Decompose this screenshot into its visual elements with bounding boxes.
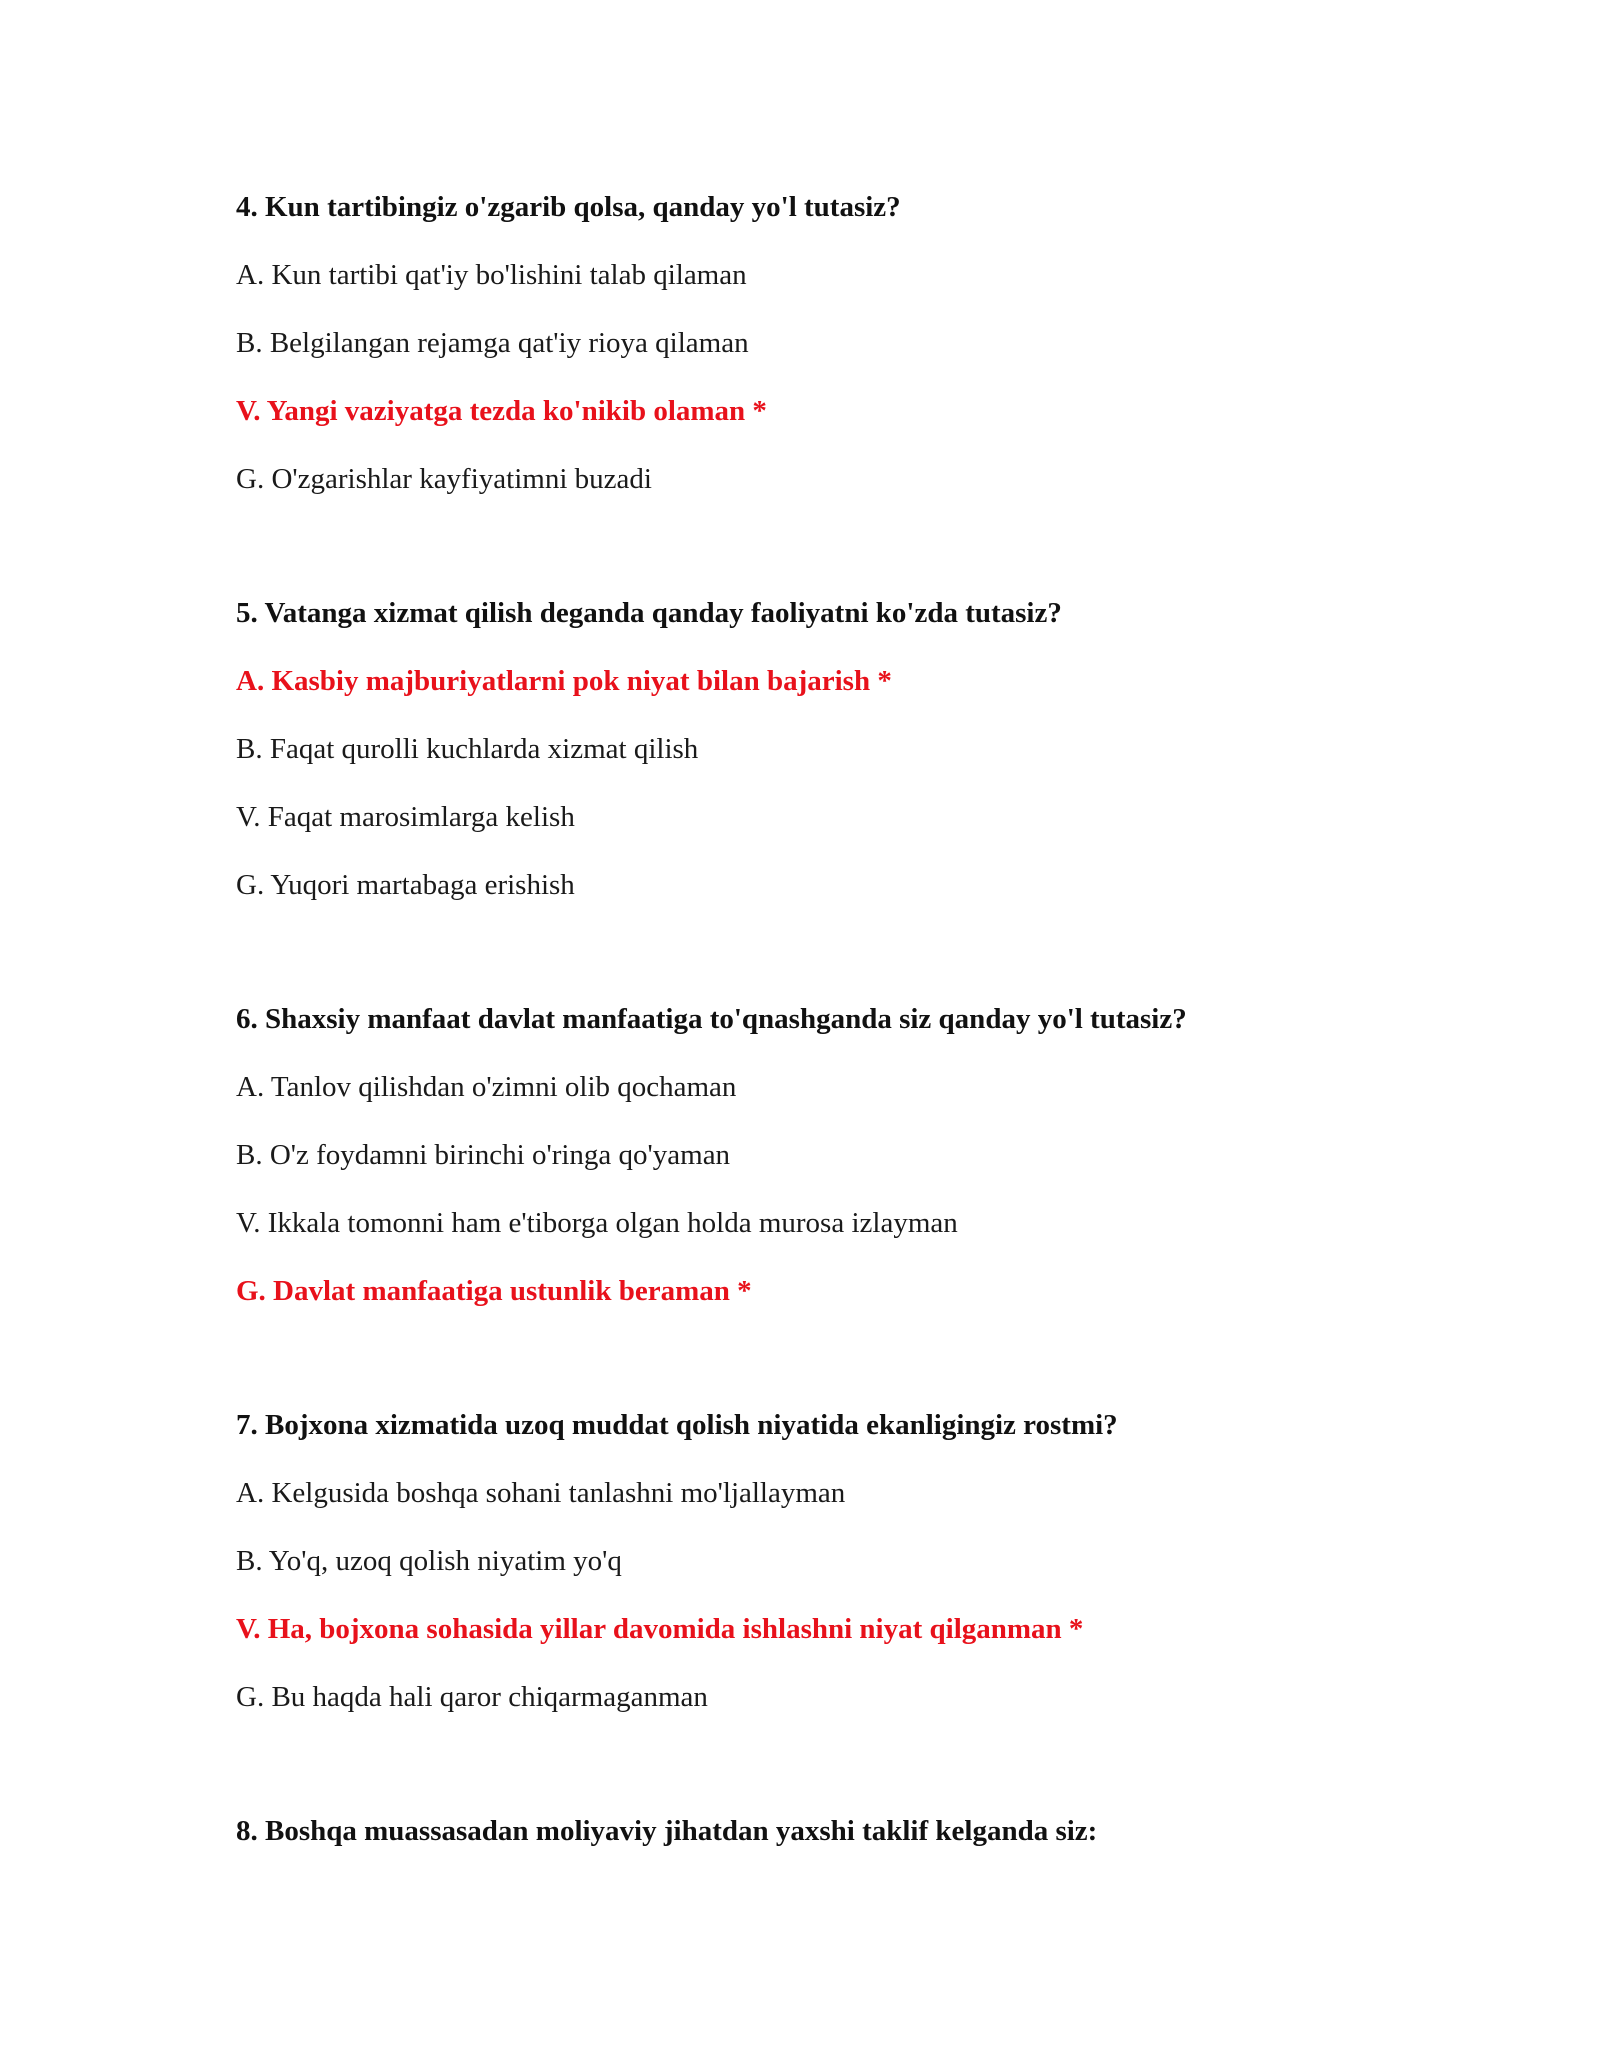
answer-option-v-correct: V. Ha, bojxona sohasida yillar davomida ishlashni niyat qilganman * <box>236 1613 1084 1645</box>
question-8 <box>236 1814 1436 1882</box>
answer-option-g: G. O'zgarishlar kayfiyatimni buzadi <box>236 463 652 495</box>
answer-option-b: B. Belgilangan rejamga qat'iy rioya qilaman <box>236 327 749 359</box>
answer-option-g: G. Yuqori martabaga erishish <box>236 869 575 901</box>
question-6 <box>236 1002 1436 1342</box>
answer-option-g-correct: G. Davlat manfaatiga ustunlik beraman * <box>236 1275 752 1307</box>
question-7 <box>236 1408 1436 1748</box>
answer-option-a-correct: A. Kasbiy majburiyatlarni pok niyat bilan bajarish * <box>236 665 892 697</box>
answer-option-v-correct: V. Yangi vaziyatga tezda ko'nikib olaman * <box>236 395 767 427</box>
answer-option-b: B. Yo'q, uzoq qolish niyatim yo'q <box>236 1545 622 1577</box>
answer-option-v: V. Faqat marosimlarga kelish <box>236 801 575 833</box>
question-title: 6. Shaxsiy manfaat davlat manfaatiga to'qnashganda siz qanday yo'l tutasiz? <box>236 1003 1187 1035</box>
answer-option-g: G. Bu haqda hali qaror chiqarmaganman <box>236 1681 708 1713</box>
answer-option-b: B. O'z foydamni birinchi o'ringa qo'yaman <box>236 1139 731 1171</box>
answer-option-a: A. Kun tartibi qat'iy bo'lishini talab qilaman <box>236 259 747 291</box>
question-title: 7. Bojxona xizmatida uzoq muddat qolish niyatida ekanligingiz rostmi? <box>236 1409 1118 1441</box>
answer-option-a: A. Tanlov qilishdan o'zimni olib qochaman <box>236 1071 737 1103</box>
question-4 <box>236 190 1436 530</box>
question-title: 8. Boshqa muassasadan moliyaviy jihatdan yaxshi taklif kelganda siz: <box>236 1815 1098 1847</box>
answer-option-v: V. Ikkala tomonni ham e'tiborga olgan holda murosa izlayman <box>236 1207 958 1239</box>
question-title: 4. Kun tartibingiz o'zgarib qolsa, qanday yo'l tutasiz? <box>236 191 901 223</box>
question-title: 5. Vatanga xizmat qilish deganda qanday faoliyatni ko'zda tutasiz? <box>236 597 1062 629</box>
question-5 <box>236 596 1436 936</box>
answer-option-b: B. Faqat qurolli kuchlarda xizmat qilish <box>236 733 699 765</box>
answer-option-a: A. Kelgusida boshqa sohani tanlashni mo'ljallayman <box>236 1477 846 1509</box>
